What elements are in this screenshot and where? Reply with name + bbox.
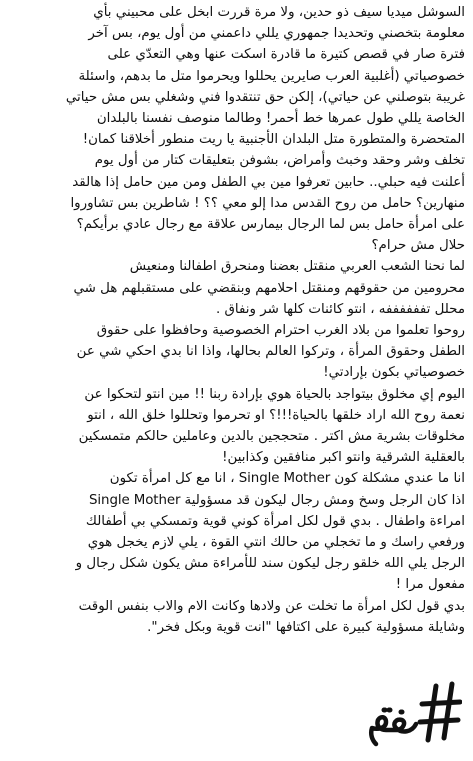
body-line: الخاصة يللي طول عمرها خط أحمر! وطالما منوصف نفسنا بالبلدان <box>96 111 465 127</box>
body-line: خصوصياتي (أغلبية العرب صايرين يحللوا ويحرموا متل ما بدهم، واسئلة <box>78 68 465 84</box>
body-line: المتحضرة والمتطورة متل البلدان الأجنبية يا ريت منطور أخلاقنا كمان! <box>82 132 465 148</box>
body-line: الرجل يلي الله خلقو رجل ليكون سند للأمراءة مش يكون شكل رجال و <box>75 556 465 572</box>
body-line: امراءة واطفال . بدي قول لكل امرأة كوني قوية وتمسكي بي أطفالك <box>85 513 465 529</box>
handwritten-signature <box>366 680 462 750</box>
signature-hashtag-drawing <box>366 680 462 750</box>
body-line: ورفعي راسك و ما تخجلي من حالك انتي القوة ، يلي لازم يخجل هوي <box>87 535 465 551</box>
body-line: وشايلة مسؤولية كبيرة على اكتافها "انت قوية وبكل فخر". <box>147 619 465 635</box>
body-line: اليوم إي مخلوق بيتواجد بالحياة هوي بإرادة ربنا !! مين انتو لتحكوا عن <box>84 386 465 402</box>
body-line: انا ما عندي مشكلة كون Single Mother ، انا مع كل امرأة تكون <box>109 471 465 487</box>
body-line: بالعقلية الشرقية وانتو اكبر منافقين وكذابين! <box>222 450 465 466</box>
body-line: مفعول مرا ! <box>395 577 465 593</box>
body-line: محرومين من حقوقهم ومنقتل احلامهم وبنقضي على مستقبلهم هل شي <box>73 280 465 296</box>
body-line: منهارين؟ حامل من روح القدس مدا إلو معي ؟؟ ! شاطرين بس تشاوروا <box>70 195 465 211</box>
body-line: لما نحنا الشعب العربي منقتل بعضنا ومنحرق اطفالنا ومنعيش <box>129 259 465 275</box>
body-line: معلومة بتخصني وتحديدا جمهوري يللي داعمني من أول يوم، بس آخر <box>88 26 465 42</box>
body-line: مخلوقات بشرية مش اكتر . متحججين بالدين وعاملين حالكم متمسكين <box>78 429 465 445</box>
body-line: على امرأة حامل بس لما الرجال بيمارس علاقة مع رجال عادي برأيكم؟ <box>76 217 465 233</box>
body-line: محلل تففففففه ، انتو كائنات كلها شر ونفاق . <box>216 301 465 317</box>
body-line: السوشل ميديا سيف ذو حدين، ولا مرة قررت ابخل على محبيني بأي <box>93 5 465 20</box>
body-line: غريبة بتوصلني عن حياتي)، إلكن حق تنتقدوا فني وشغلي بس مش حياتي <box>65 89 465 105</box>
body-line: أعلنت فيه حبلي.. حابين تعرفوا مين بي الطفل ومن مين حامل إذا هالقد <box>72 174 465 190</box>
body-line: فترة صار في قصص كتيرة ما قادرة اسكت عنها وهي التعدّي على <box>107 47 465 63</box>
body-line: خصوصياتي بكون بإرادتي! <box>323 365 465 381</box>
document-body <box>12 2 465 638</box>
body-line: الطفل وحقوق المرأة ، وتركوا العالم بحالها، واذا انا بدي احكي شي عن <box>76 344 465 360</box>
body-line: روحوا تعلموا من بلاد الغرب احترام الخصوصية وحافظوا على حقوق <box>96 323 465 339</box>
body-line: نعمة روح الله اراد خلقها بالحياة!!!؟ او تحرموا وتحللوا خلق الله ، انتو <box>87 407 465 423</box>
body-line: Single Mother اذا كان الرجل وسخ ومش رجال ليكون قد مسؤولية <box>89 492 465 508</box>
body-line: بدي قول لكل امرأة ما تخلت عن ولادها وكانت الام والاب بنفس الوقت <box>78 598 465 614</box>
body-line: حلال مش حرام؟ <box>371 238 465 254</box>
body-line: تخلف وشر وحقد وخبث وأمراض، بشوفن بتعليقات كتار من أول يوم <box>94 153 465 169</box>
